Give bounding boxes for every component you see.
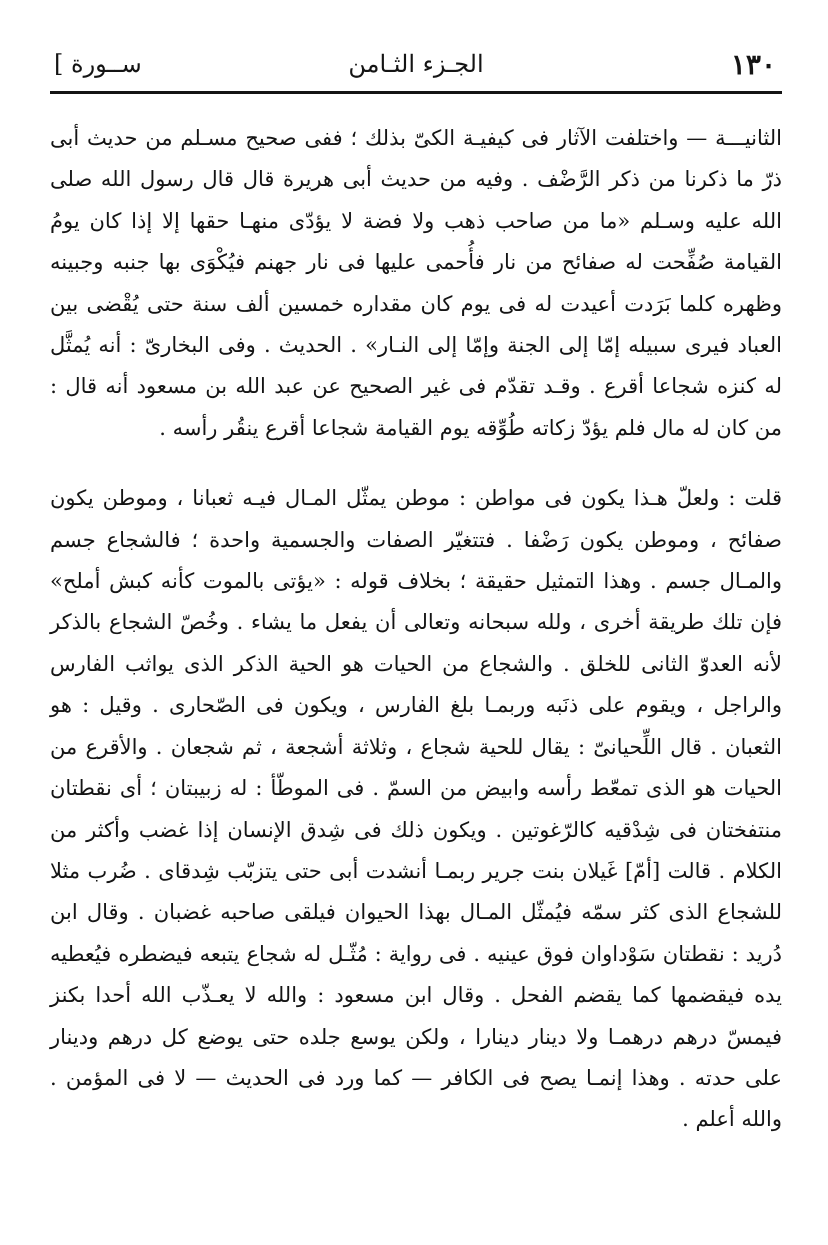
page-header	[50, 48, 782, 88]
paragraph-commentary: قلت : ولعلّ هـذا يكون فى مواطن : موطن يمثّل المـال فيـه ثعبانا ، وموطن يكون صفائح ، وموطن يكون رَضْفا . فتتغيّر الصفات والجسمية واحدة ؛ فالشجاع جسم والمـال جسم . وهذا التمثيل حقيقة ؛ بخلاف قوله : «يؤتى بالموت كأنه كبش أملح» فإن تلك طريقة أخرى ، ولله سبحانه وتعالى أن يفعل ما يشاء . وخُصّ الشجاع بالذكر لأنه العدوّ الثانى للخلق . والشجاع من الحيات هو الحية الذكر الذى يواثب الفارس والراجل ، ويقوم على ذنَبه وربمـا بلغ الفارس ، ويكون فى الصّحارى . وقيل : هو الثعبان . قال اللِّحيانىّ : يقال للحية شجاع ، وثلاثة أشجعة ، ثم شجعان . والأقرع من الحيات هو الذى تمعّط رأسه وابيض من السمّ . فى الموطّأ : له زبيبتان ؛ أى نقطتان منتفختان فى شِدْقيه كالرّغوتين . ويكون ذلك فى شِدق الإنسان إذا غضب وأكثر من الكلام . قالت [أمّ] غَيلان بنت جرير ربمـا أنشدت أبى حتى يتزبّب شِدقاى . ضُرب مثلا للشجاع الذى كثر سمّه فيُمثّل المـال بهذا الحيوان فيلقى صاحبه غضبان . وقال ابن دُريد : نقطتان سَوْداوان فوق عينيه . فى رواية : مُثّـل له شجاع يتبعه فيضطره فيُعطيه يده فيقضمها كما يقضم الفحل . وقال ابن مسعود : والله لا يعـذّب الله أحدا بكنز فيمسّ درهم درهمـا ولا دينار دينارا ، ولكن يوسع جلده حتى يوضع كل درهم ودينار على حدته . وهذا إنمـا يصح فى الكافر — كما ورد فى الحديث — لا فى المؤمن . والله أعلم .	[50, 486, 783, 1132]
sura-label: [ ســورة	[54, 50, 142, 78]
page-number: ١٣٠	[730, 48, 776, 81]
page-body	[50, 118, 782, 1141]
paragraph-second-issue: الثانيـــة — واختلفت الآثار فى كيفيـة الكىّ بذلك ؛ ففى صحيح مسـلم من حديث أبى ذرّ ما ذكرنا من ذكر الرَّضْف . وفيه من حديث أبى هريرة قال قال رسول الله صلى الله عليه وسـلم «ما من صاحب ذهب ولا فضة لا يؤدّى منهـا حقها إلا إذا كان يومُ القيامة صُفِّحت له صفائح من نار فأُحمى عليها فى نار جهنم فيُكْوَى بها جنبه وجبينه وظهره كلما بَرَدت أعيدت له فى يوم كان مقداره خمسين ألف سنة حتى يُقْضى بين العباد فيرى سبيله إمّا إلى الجنة وإمّا إلى النـار» . الحديث . وفى البخارىّ : أنه يُمثَّل له كنزه شجاعا أقرع . وقـد تقدّم فى غير الصحيح عن عبد الله بن مسعود أنه قال : من كان له مال فلم يؤدّ زكاته طُوِّقه يوم القيامة شجاعا أقرع ينقُر رأسه .	[50, 126, 782, 440]
header-rule	[50, 91, 782, 94]
running-title: الجـزء الثـامن	[348, 50, 484, 78]
